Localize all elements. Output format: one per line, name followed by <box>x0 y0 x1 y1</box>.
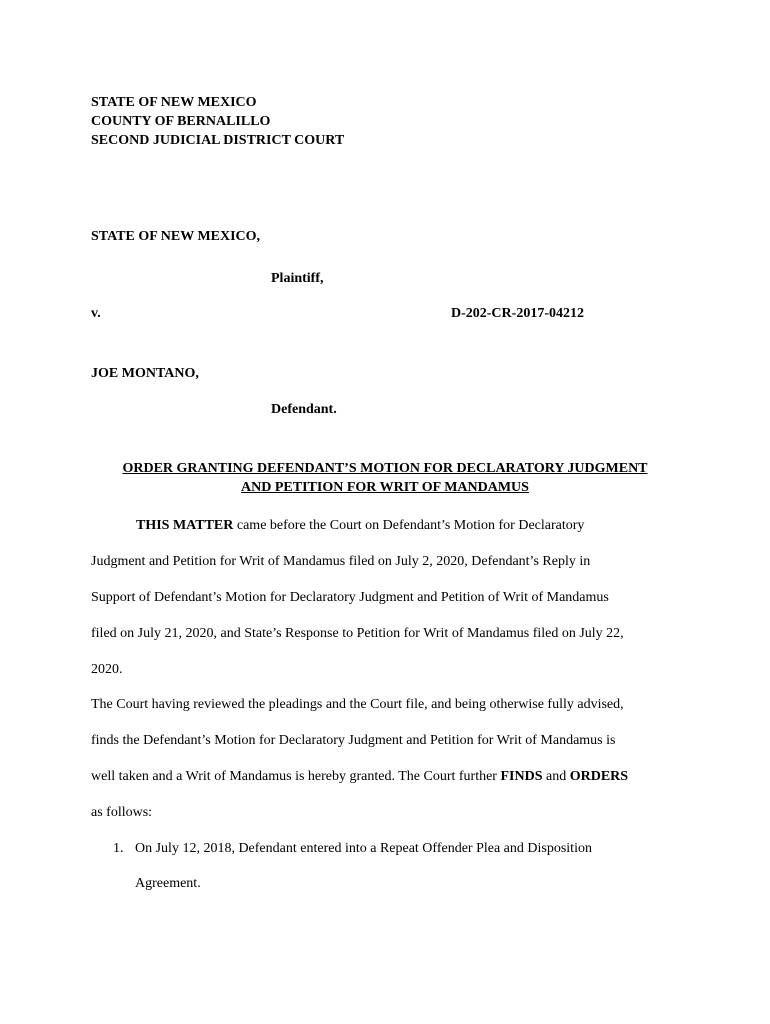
order-title-line1: ORDER GRANTING DEFENDANT’S MOTION FOR DECLARATORY JUDGMENT <box>122 461 648 476</box>
paragraph1-line5: 2020. <box>91 662 123 677</box>
finds-keyword: FINDS <box>500 769 543 784</box>
paragraph1-line4: filed on July 21, 2020, and State’s Response to Petition for Writ of Mandamus filed on July 22, <box>91 626 624 641</box>
defendant-name: JOE MONTANO, <box>91 366 199 381</box>
paragraph1-line2: Judgment and Petition for Writ of Mandamus filed on July 2, 2020, Defendant’s Reply in <box>91 554 591 569</box>
paragraph1-line1 <box>136 517 584 535</box>
court-name-line: SECOND JUDICIAL DISTRICT COURT <box>91 133 345 148</box>
finding-number: 1. <box>113 841 124 856</box>
court-county-line: COUNTY OF BERNALILLO <box>91 114 271 129</box>
defendant-role: Defendant. <box>271 402 337 417</box>
finding-line1: On July 12, 2018, Defendant entered into a Repeat Offender Plea and Disposition <box>135 841 592 856</box>
this-matter-lead: THIS MATTER <box>136 518 234 533</box>
finding-line2: Agreement. <box>135 876 201 891</box>
plaintiff-role: Plaintiff, <box>271 271 324 286</box>
paragraph1-line3: Support of Defendant’s Motion for Declaratory Judgment and Petition of Writ of Mandamus <box>91 590 609 605</box>
paragraph2-line3-text: well taken and a Writ of Mandamus is hereby granted. The Court further <box>91 769 501 784</box>
case-number: D-202-CR-2017-04212 <box>451 306 584 321</box>
orders-keyword: ORDERS <box>569 769 629 784</box>
paragraph2-line2: finds the Defendant’s Motion for Declaratory Judgment and Petition for Writ of Mandamus is <box>91 733 616 748</box>
and-connector: and <box>542 769 570 784</box>
plaintiff-name: STATE OF NEW MEXICO, <box>91 229 261 244</box>
order-title-line2: AND PETITION FOR WRIT OF MANDAMUS <box>241 480 529 495</box>
versus-label: v. <box>91 306 101 321</box>
paragraph1-line1-rest: came before the Court on Defendant’s Motion for Declaratory <box>233 518 585 533</box>
paragraph2-line4: as follows: <box>91 805 153 820</box>
paragraph2-line1: The Court having reviewed the pleadings and the Court file, and being otherwise fully advised, <box>91 697 624 712</box>
paragraph2-line3 <box>91 768 628 786</box>
court-state-line: STATE OF NEW MEXICO <box>91 95 257 110</box>
